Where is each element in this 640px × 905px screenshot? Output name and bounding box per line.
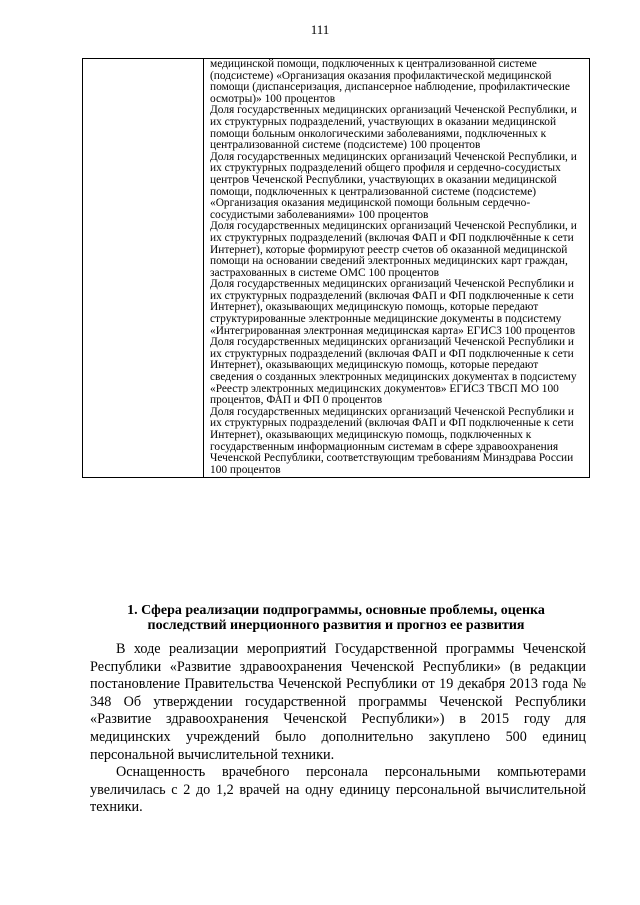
section-heading-line1: 1. Сфера реализации подпрограммы, основные проблемы, оценка (127, 603, 545, 618)
indicator-item: Доля государственных медицинских организаций Чеченской Республики и их структурных подразделений (включая ФАП и ФП подключенные к сети Интернет), оказывающих медицинскую помощь, которые передают структурированные электронные медицинские документы в подсистему «Интегрированная электронная медицинская карта» ЕГИСЗ 100 процентов (210, 278, 576, 337)
section-heading (82, 603, 590, 633)
table-cell-indicators (204, 59, 590, 478)
section-heading-line2: последствий инерционного развития и прогноз ее развития (147, 618, 525, 633)
table-row (83, 59, 590, 478)
indicator-item: Доля государственных медицинских организаций Чеченской Республики и их структурных подразделений (включая ФАП и ФП подключенные к сети Интернет), оказывающих медицинскую помощь, которые передают сведения о созданных электронных медицинских документах в подсистему «Реестр электронных медицинских документов» ЕГИСЗ ТВСП МО 100 процентов, ФАП и ФП 0 процентов (210, 336, 577, 407)
indicators-table (82, 58, 590, 478)
indicator-item: Доля государственных медицинских организаций Чеченской Республики, и их структурных подразделений (включая ФАП и ФП подключённые к сети Интернет), которые формируют реестр счетов об оказанной медицинской помощи на основании сведений электронных медицинских карт граждан, застрахованных в системе ОМС 100 процентов (210, 220, 577, 279)
indicator-item: медицинской помощи, подключенных к централизованной системе (подсистеме) «Организация оказания профилактической медицинской помощи (диспансеризация, диспансерное наблюдение, профилактические осмотры)» 100 процентов (210, 58, 570, 105)
body-paragraph: Оснащенность врачебного персонала персональными компьютерами увеличилась с 2 до 1,2 врачей на одну единицу персональной вычислительной техники. (90, 764, 586, 816)
indicator-item: Доля государственных медицинских организаций Чеченской Республики, и их структурных подразделений, участвующих в оказании медицинской помощи больным онкологическими заболеваниями, подключенных к централизованной системе (подсистеме) 100 процентов (210, 104, 577, 152)
indicator-item: Доля государственных медицинских организаций Чеченской Республики, и их структурных подразделений общего профиля и сердечно-сосудистых центров Чеченской Республики, участвующих в оказании медицинской помощи, подключенных к централизованной системе (подсистеме) «Организация оказания медицинской помощи больным сердечно-сосудистыми заболеваниями» 100 процентов (210, 150, 577, 221)
table-cell-left (83, 59, 204, 478)
body-paragraph: В ходе реализации мероприятий Государственной программы Чеченской Республики «Развитие здравоохранения Чеченской Республики» (в редакции постановление Правительства Чеченской Республики от 19 декабря 2013 года № 348 Об утверждении государственной программы Чеченской Республики «Развитие здравоохранения Чеченской Республики») в 2015 году для медицинских учреждений было дополнительно закуплено 500 единиц персональной вычислительной техники. (90, 641, 586, 763)
indicator-item: Доля государственных медицинских организаций Чеченской Республики и их структурных подразделений (включая ФАП и ФП подключенные к сети Интернет), оказывающих медицинскую помощь, подключенных к государственным информационным системам в сфере здравоохранения Чеченской Республики, соответствующим требованиям Минздрава России 100 процентов (210, 405, 574, 476)
page-number: 111 (310, 22, 330, 37)
